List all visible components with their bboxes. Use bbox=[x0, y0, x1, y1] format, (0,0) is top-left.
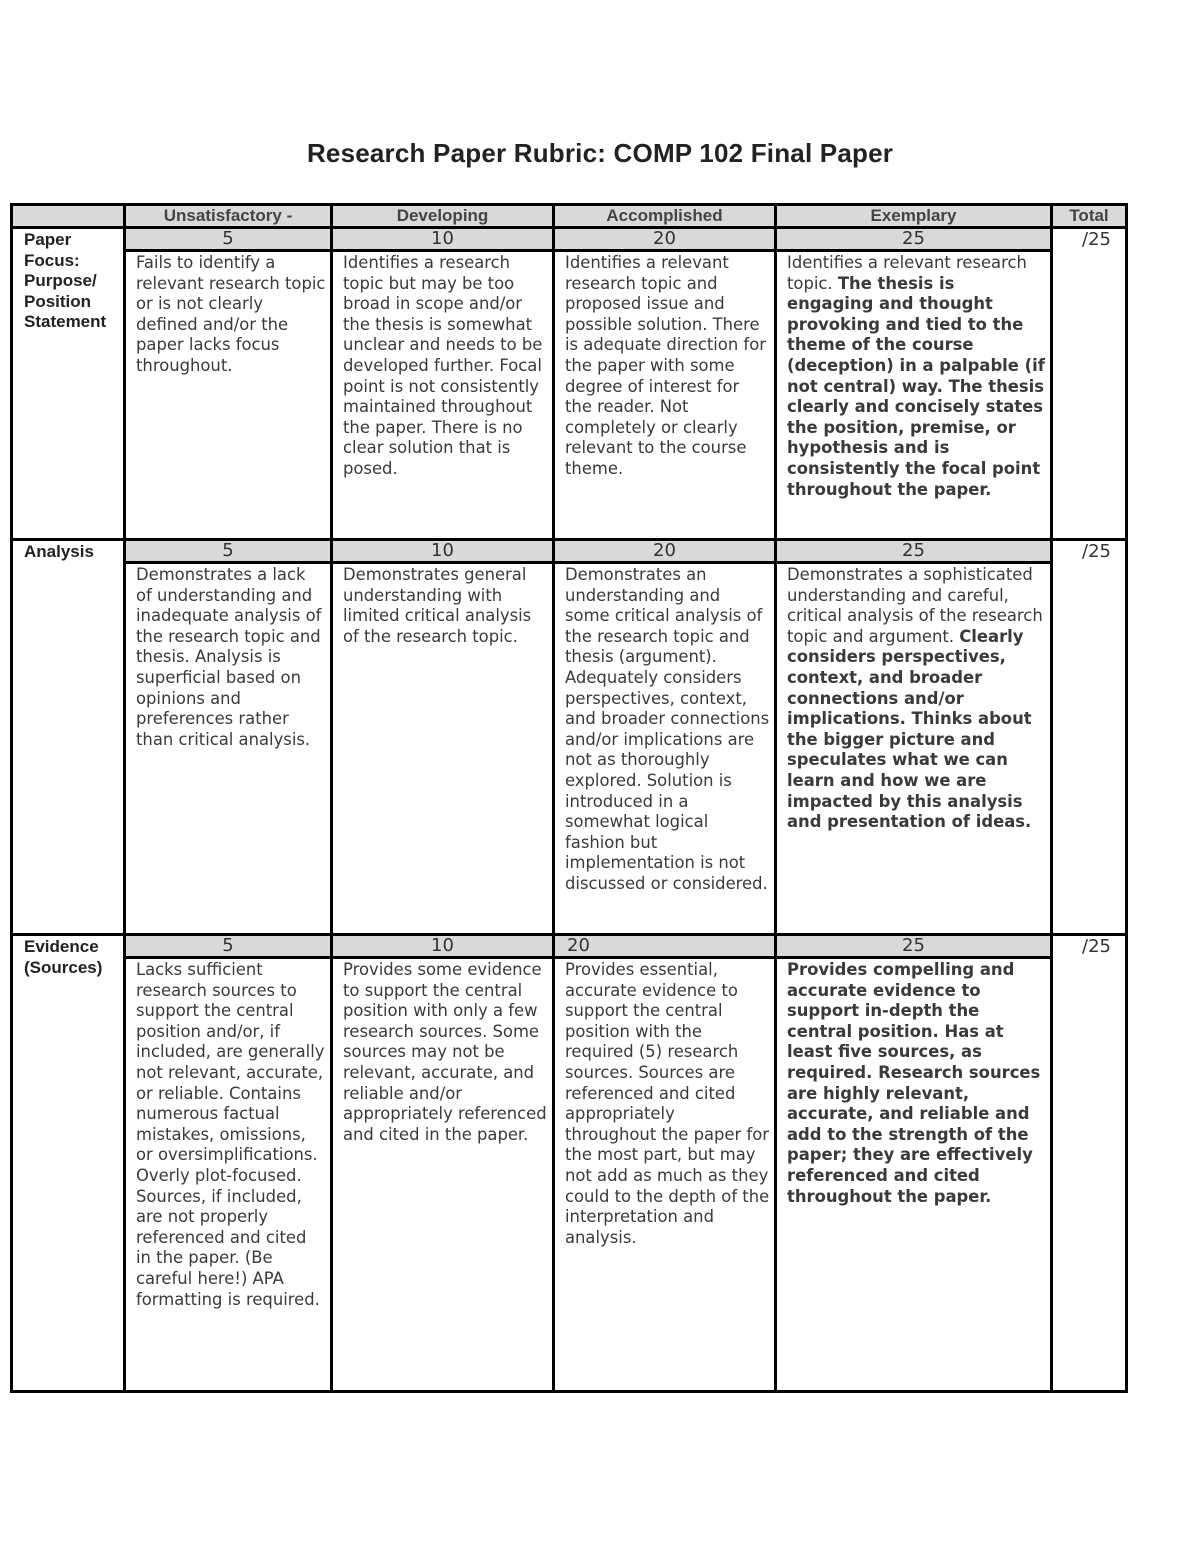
header-row bbox=[12, 205, 1127, 228]
desc-accomplished: Demonstrates an understanding and some critical analysis of the research topic and thesis (argument). Adequately considers perspectives, context, and broader connections and/or implications are not as thoroughly explored. Solution is introduced in a somewhat logical fashion but implementation is not discussed or considered. bbox=[554, 563, 776, 935]
desc-accomplished: Provides essential, accurate evidence to support the central position with the required (5) research sources. Sources are referenced and cited appropriately throughout the paper for the most part, but may not add as much as they could to the depth of the interpretation and analysis. bbox=[554, 958, 776, 1392]
desc-exemplary-bold: Provides compelling and accurate evidence to support in-depth the central position. Has at least five sources, as required. Research sources are highly relevant, accurate, and reliable and add to the strength of the paper; they are effectively referenced and cited throughout the paper. bbox=[787, 960, 1041, 1206]
desc-developing: Identifies a research topic but may be too broad in scope and/or the thesis is somewhat unclear and needs to be developed further. Focal point is not consistently maintained throughout the paper. There is no clear solution that is posed. bbox=[332, 251, 554, 540]
criterion-evidence: Evidence (Sources) bbox=[12, 935, 125, 1392]
desc-exemplary bbox=[776, 563, 1052, 935]
header-developing: Developing bbox=[332, 205, 554, 228]
total-evidence: /25 bbox=[1052, 935, 1127, 1392]
desc-row-analysis bbox=[12, 563, 1127, 935]
score-row-paper-focus bbox=[12, 228, 1127, 251]
desc-developing: Provides some evidence to support the central position with only a few research sources. Some sources may not be relevant, accurate, and reliable and/or appropriately referenced and cited in the paper. bbox=[332, 958, 554, 1392]
score-unsatisfactory: 5 bbox=[125, 540, 332, 563]
header-total: Total bbox=[1052, 205, 1127, 228]
score-exemplary: 25 bbox=[776, 228, 1052, 251]
score-exemplary: 25 bbox=[776, 935, 1052, 958]
score-accomplished: 20 bbox=[554, 935, 776, 958]
header-exemplary: Exemplary bbox=[776, 205, 1052, 228]
desc-exemplary-plain: Demonstrates a sophisticated understanding and careful, critical analysis of the research topic and argument. bbox=[787, 565, 1043, 646]
desc-exemplary bbox=[776, 958, 1052, 1392]
desc-accomplished: Identifies a relevant research topic and proposed issue and possible solution. There is adequate direction for the paper with some degree of interest for the reader. Not completely or clearly relevant to the course theme. bbox=[554, 251, 776, 540]
desc-unsatisfactory: Demonstrates a lack of understanding and inadequate analysis of the research topic and thesis. Analysis is superficial based on opinions and preferences rather than critical analysis. bbox=[125, 563, 332, 935]
header-accomplished: Accomplished bbox=[554, 205, 776, 228]
desc-exemplary-bold: The thesis is engaging and thought provoking and tied to the theme of the course (deception) in a palpable (if not central) way. The thesis clearly and concisely states the position, premise, or hypothesis and is consistently the focal point throughout the paper. bbox=[787, 273, 1045, 499]
score-row-evidence bbox=[12, 935, 1127, 958]
header-unsatisfactory: Unsatisfactory - bbox=[125, 205, 332, 228]
score-developing: 10 bbox=[332, 935, 554, 958]
desc-row-evidence bbox=[12, 958, 1127, 1392]
score-unsatisfactory: 5 bbox=[125, 935, 332, 958]
total-analysis: /25 bbox=[1052, 540, 1127, 935]
rubric-table bbox=[10, 203, 1128, 1393]
score-row-analysis bbox=[12, 540, 1127, 563]
score-accomplished: 20 bbox=[554, 228, 776, 251]
score-developing: 10 bbox=[332, 540, 554, 563]
criterion-paper-focus: Paper Focus: Purpose/ Position Statement bbox=[12, 228, 125, 540]
page-title: Research Paper Rubric: COMP 102 Final Paper bbox=[306, 138, 894, 168]
header-blank bbox=[12, 205, 125, 228]
desc-unsatisfactory: Lacks sufficient research sources to support the central position and/or, if included, are generally not relevant, accurate, or reliable. Contains numerous factual mistakes, omissions, or oversimplifications. Overly plot-focused. Sources, if included, are not properly referenced and cited in the paper. (Be careful here!) APA formatting is required. bbox=[125, 958, 332, 1392]
desc-exemplary-bold: Clearly considers perspectives, context, and broader connections and/or implications. Thinks about the bigger picture and speculates what we can learn and how we are impacted by this analysis and presentation of ideas. bbox=[787, 626, 1032, 832]
desc-developing: Demonstrates general understanding with limited critical analysis of the research topic. bbox=[332, 563, 554, 935]
desc-row-paper-focus bbox=[12, 251, 1127, 540]
score-developing: 10 bbox=[332, 228, 554, 251]
desc-exemplary bbox=[776, 251, 1052, 540]
score-unsatisfactory: 5 bbox=[125, 228, 332, 251]
score-exemplary: 25 bbox=[776, 540, 1052, 563]
desc-unsatisfactory: Fails to identify a relevant research topic or is not clearly defined and/or the paper lacks focus throughout. bbox=[125, 251, 332, 540]
score-accomplished: 20 bbox=[554, 540, 776, 563]
total-paper-focus: /25 bbox=[1052, 228, 1127, 540]
criterion-analysis: Analysis bbox=[12, 540, 125, 935]
desc-exemplary-plain: Identifies a relevant research topic. bbox=[787, 253, 1027, 293]
